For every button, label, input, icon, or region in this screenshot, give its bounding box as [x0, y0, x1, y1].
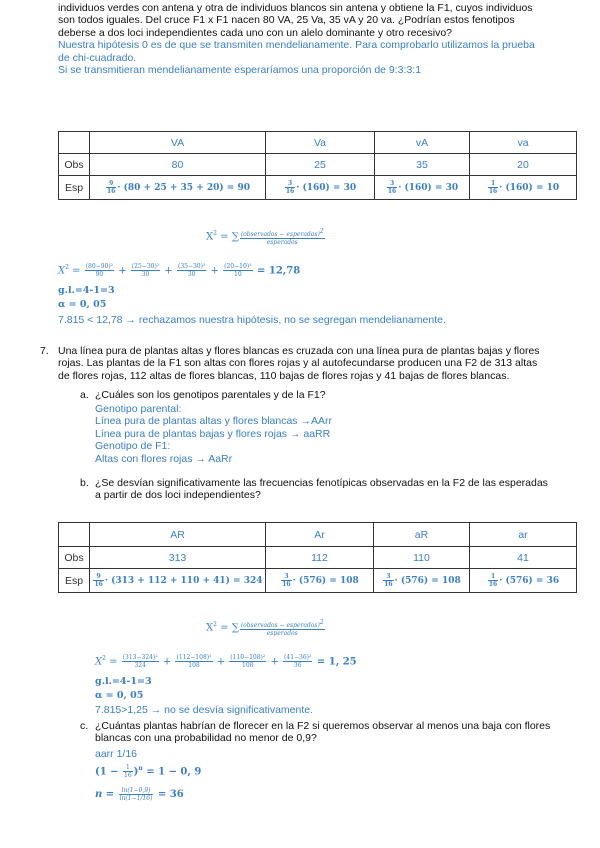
calc-1-eq: = [68, 265, 84, 277]
esp-label: Esp [59, 176, 90, 200]
frac-num: 9 [93, 573, 103, 581]
table-2-corner [59, 523, 90, 547]
esp-cell [470, 176, 577, 200]
calc-1-term-den: 30 [141, 271, 150, 279]
table-2-header: Ar [266, 523, 374, 547]
chi-num [240, 619, 325, 630]
chi-lhs: X [206, 622, 214, 634]
frac-num: 3 [383, 573, 393, 581]
chi-eq: = ∑ [216, 622, 239, 634]
chi-sup: 2 [213, 621, 217, 629]
calc-1-sup: 2 [65, 264, 69, 271]
plus: + [213, 656, 229, 668]
chi-square-formula [206, 228, 326, 246]
obs-cell: 80 [90, 154, 266, 176]
calc-2-conclusion: 7.815>1,25 → no se desvía significativamente. [95, 704, 314, 716]
item-c-answer-1: aarr 1/16 [95, 748, 138, 760]
table-1-header-row [59, 132, 577, 154]
table-1-header: VA [90, 132, 266, 154]
calc-1-gl: g.l.=4-1=3 [58, 285, 115, 296]
eq1-pre: (1 − [95, 766, 123, 778]
chi-den: esperados [266, 630, 298, 637]
table-2-esp-row [59, 569, 577, 593]
question-7-text [58, 345, 578, 382]
calc-1-formula [58, 262, 300, 278]
eq1-post: ) [133, 766, 139, 778]
esp-cell [470, 569, 577, 593]
item-b-text [95, 477, 580, 502]
chi-square-formula-2 [206, 619, 326, 637]
plus: + [207, 265, 223, 277]
table-2 [58, 522, 577, 593]
question-7-number: 7. [40, 345, 49, 357]
frac-den: 16 [384, 581, 393, 588]
table-1-header: va [470, 132, 577, 154]
chi-num-text: (observados − esperados) [240, 231, 320, 238]
item-a-answer-line: Genotipo de F1: [95, 440, 171, 453]
calc-2-lhs: X [95, 656, 103, 668]
frac-den: 16 [387, 188, 397, 195]
calc-1-term-den: 30 [187, 271, 196, 279]
esp-expr: · (576) = 108 [394, 576, 461, 586]
obs-cell: 112 [266, 547, 374, 569]
chi-den: esperados [266, 239, 298, 246]
esp-label: Esp [59, 569, 90, 593]
q7-line-3: de flores rojas, 112 altas de flores blancas, 110 bajas de flores rojas y 41 bajas de flores blancas. [58, 369, 510, 382]
calc-1-term-num: (20−10)² [224, 263, 252, 271]
eq2-pre: n = [95, 789, 118, 800]
intro-line-1: individuos verdes con antena y otra de individuos blancos sin antena y obtiene la F1, cuyos individuos [58, 2, 533, 14]
obs-cell: 41 [470, 547, 577, 569]
frac-den: 16 [282, 581, 291, 588]
item-c-line-1: ¿Cuántas plantas habrían de florecer en la F2 si queremos observar al menos una baja con flores [95, 720, 551, 732]
eq2-num: ln(1−0,9) [119, 787, 154, 795]
frac-den: 16 [488, 581, 498, 588]
item-a-answer-line: Línea pura de plantas bajas y flores rojas → aaRR [95, 427, 331, 440]
chi-lhs: X [206, 231, 214, 243]
item-b-line-1: ¿Se desvían significativamente las frecuencias fenotípicas observadas en la F2 de las esperadas [95, 477, 548, 489]
calc-2-eq: = [105, 656, 121, 668]
table-2-obs-row [59, 547, 577, 569]
calc-2-term-den: 108 [242, 662, 254, 670]
plus: + [159, 656, 175, 668]
esp-expr: · (160) = 30 [296, 183, 357, 193]
table-1-obs-row [59, 154, 577, 176]
q7-line-1: Una línea pura de plantas altas y flores blancas es cruzada con una línea pura de plantas bajas y flores [58, 345, 540, 357]
obs-label: Obs [59, 154, 90, 176]
calc-2-term-num: (110−108)² [230, 654, 266, 662]
obs-cell: 110 [374, 547, 470, 569]
chi-sup: 2 [213, 230, 217, 238]
table-1-header: vA [375, 132, 470, 154]
item-b-line-2: a partir de dos loci independientes? [95, 489, 261, 502]
table-2-header: AR [90, 523, 266, 547]
esp-expr: · (313 + 112 + 110 + 41) = 324 [104, 576, 263, 586]
esp-expr: · (576) = 36 [499, 576, 560, 586]
eq2-den: ln(1−1/16) [119, 795, 153, 802]
esp-expr: · (160) = 30 [398, 183, 459, 193]
item-c-label: c. [80, 720, 89, 732]
calc-2-sup: 2 [102, 655, 106, 662]
intro-line-3: deberse a dos loci independientes cada uno con un alelo dominante y otro recesivo? [58, 26, 453, 39]
esp-cell [374, 569, 470, 593]
calc-1-term-num: (80−90)² [85, 263, 114, 271]
esp-cell [375, 176, 470, 200]
item-a-answer [95, 403, 332, 465]
calc-1-term-den: 10 [234, 271, 242, 279]
calc-1-term-num: (25−30)² [131, 263, 160, 271]
table-2-header-row [59, 523, 577, 547]
eq1-sup: n [138, 765, 143, 772]
item-a-answer-line: Línea pura de plantas altas y flores blancas →AArr [95, 415, 332, 428]
eq1-num: 1 [123, 764, 133, 772]
item-a-text: ¿Cuáles son los genotipos parentales y de la F1? [95, 389, 326, 401]
frac-den: 16 [285, 188, 295, 195]
frac-den: 16 [94, 581, 103, 588]
esp-expr: · (160) = 10 [499, 183, 560, 193]
frac-num: 3 [281, 573, 291, 581]
plus: + [267, 656, 283, 668]
chi-eq: = ∑ [216, 231, 239, 243]
frac-num: 9 [106, 180, 116, 188]
plus: + [115, 265, 130, 277]
calc-2-result: = 1, 25 [313, 656, 357, 668]
calc-2-term-den: 324 [134, 662, 146, 670]
item-c-line-2: blancas con una probabilidad no menor de 0,9? [95, 732, 317, 745]
q7-line-2: rojas. Las plantas de la F1 son altas con flores rojas y al autofecundarse producen una F2 de 313 altas [58, 357, 538, 370]
calc-2-formula [95, 653, 357, 669]
frac-num: 1 [488, 573, 498, 581]
frac-num: 3 [285, 180, 295, 188]
table-2-header: ar [470, 523, 577, 547]
item-a-label: a. [80, 389, 89, 401]
calc-1-term-num: (35−30)² [177, 263, 206, 271]
chi-num-sup: 2 [319, 228, 324, 235]
item-c-equation-2 [95, 787, 184, 802]
esp-cell [266, 176, 375, 200]
eq1-den: 16 [124, 772, 132, 780]
calc-1-lhs: X [58, 265, 66, 277]
chi-num [240, 228, 325, 239]
calc-2-gl: g.l.=4-1=3 [95, 676, 152, 687]
item-a-answer-line: Altas con flores rojas → AaRr [95, 452, 233, 465]
item-c-equation-1 [95, 763, 201, 779]
calc-2-term-num: (313−324)² [122, 654, 158, 662]
table-2-header: aR [374, 523, 470, 547]
esp-cell [90, 176, 266, 200]
esp-cell [266, 569, 374, 593]
calc-1-conclusion: 7.815 < 12,78 → rechazamos nuestra hipótesis, no se segregan mendelianamente. [58, 314, 446, 326]
obs-cell: 35 [375, 154, 470, 176]
calc-1-result: = 12,78 [253, 265, 301, 277]
obs-cell: 25 [266, 154, 375, 176]
table-1-esp-row [59, 176, 577, 200]
intro-line-2: son todos iguales. Del cruce F1 x F1 nacen 80 VA, 25 Va, 35 vA y 20 va. ¿Podrían estos fenotipos [58, 14, 515, 27]
frac-den: 16 [488, 188, 498, 195]
esp-expr: · (576) = 108 [292, 576, 359, 586]
esp-cell [90, 569, 266, 593]
obs-cell: 313 [90, 547, 266, 569]
obs-label: Obs [59, 547, 90, 569]
intro-answer-3: Si se transmitieran mendelianamente esperaríamos una proporción de 9:3:3:1 [58, 64, 422, 77]
table-1 [58, 131, 577, 200]
item-b-label: b. [80, 477, 89, 489]
frac-num: 3 [387, 180, 397, 188]
intro-answer-2: de chi-cuadrado. [58, 51, 137, 64]
plus: + [161, 265, 176, 277]
eq1-rest: = 1 − 0, 9 [142, 766, 202, 778]
item-c-text [95, 720, 580, 745]
frac-den: 16 [107, 188, 116, 195]
calc-2-term-num: (41−36)² [284, 654, 312, 662]
calc-1-term-den: 90 [95, 271, 104, 279]
intro-answer-1: Nuestra hipótesis 0 es de que se transmiten mendelianamente. Para comprobarlo utilizamos la prueba [58, 39, 535, 52]
frac-num: 1 [488, 180, 498, 188]
esp-expr: · (80 + 25 + 35 + 20) = 90 [117, 183, 250, 193]
obs-cell: 20 [470, 154, 577, 176]
calc-2-alpha: α = 0, 05 [95, 690, 144, 701]
calc-2-term-den: 36 [293, 662, 302, 670]
chi-num-text: (observados − esperados) [240, 622, 320, 629]
calc-2-term-num: (112−108)² [176, 654, 212, 662]
calc-2-term-den: 108 [188, 662, 200, 670]
table-1-corner [59, 132, 90, 154]
chi-num-sup: 2 [319, 619, 324, 626]
item-a-answer-line: Genotipo parental: [95, 403, 182, 415]
table-1-header: Va [266, 132, 375, 154]
intro-question [58, 2, 578, 76]
eq2-rest: = 36 [154, 789, 184, 800]
calc-1-alpha: α = 0, 05 [58, 299, 107, 310]
